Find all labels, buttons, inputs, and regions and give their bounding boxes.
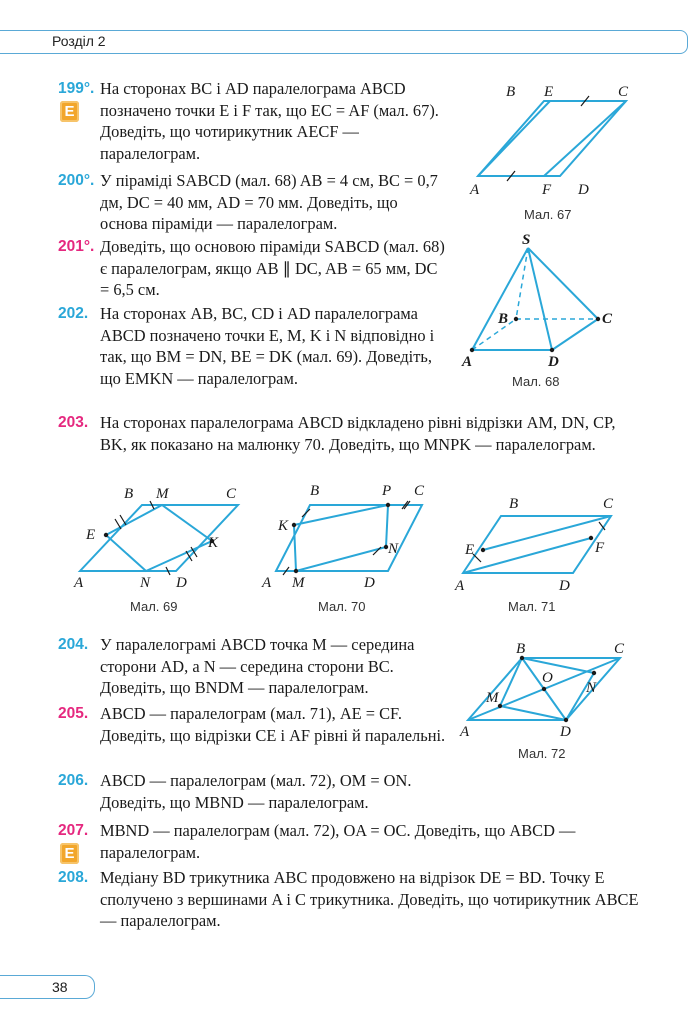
problem-207 [58, 820, 640, 863]
label-N: N [388, 541, 399, 557]
problem-text: MBND — паралелограм (мал. 72), OA = OC. Доведіть, що ABCD — паралелограм. [100, 821, 576, 862]
problem-number: 202. [58, 305, 89, 322]
problem-text: У паралелограмі ABCD точка M — середина сторони AD, а N — середина сторони BC. Доведіть, що BNDM — паралелограм. [100, 635, 415, 698]
section-title: Розділ 2 [52, 33, 106, 49]
caption-71: Мал. 71 [508, 599, 556, 614]
label-D: D [578, 182, 589, 198]
problem-206 [58, 770, 448, 813]
label-A: A [262, 575, 272, 591]
label-M: M [292, 575, 305, 591]
label-E: E [86, 527, 96, 543]
label-F: F [542, 182, 552, 198]
problem-number: 204. [58, 636, 89, 653]
caption-67: Мал. 67 [524, 207, 572, 222]
problem-number: 206. [58, 772, 89, 789]
label-B: B [509, 496, 519, 512]
caption-69: Мал. 69 [130, 599, 178, 614]
figure-70 [258, 483, 448, 593]
problem-number: 208. [58, 869, 89, 886]
problem-205 [58, 703, 448, 746]
label-M: M [486, 690, 499, 706]
label-B: B [498, 311, 509, 327]
label-C: C [414, 483, 425, 499]
caption-72: Мал. 72 [518, 746, 566, 761]
label-C: C [614, 641, 625, 657]
label-A: A [462, 354, 473, 370]
label-A: A [455, 578, 465, 594]
label-B: B [516, 641, 526, 657]
label-N: N [140, 575, 151, 591]
problem-number: 199°. [58, 80, 95, 97]
label-M: M [156, 486, 169, 502]
label-E: E [465, 542, 475, 558]
figure-69 [70, 483, 260, 593]
label-B: B [506, 84, 516, 100]
figure-72 [458, 640, 643, 740]
label-K: K [278, 518, 289, 534]
problem-203 [58, 412, 640, 455]
section-header [0, 30, 688, 54]
label-F: F [595, 540, 605, 556]
label-O: O [542, 670, 553, 686]
label-N: N [586, 680, 597, 696]
problem-number: 203. [58, 414, 89, 431]
figure-68 [460, 232, 660, 372]
problem-text: Доведіть, що основою піраміди SABCD (мал. 68) є паралелограм, якщо AB ∥ DC, AB = 65 мм, DC = 6,5 см. [100, 237, 445, 300]
problem-200 [58, 170, 448, 235]
label-E: E [544, 84, 554, 100]
label-B: B [310, 483, 320, 499]
problem-text: Медіану BD трикутника ABC продовжено на відрізок DE = BD. Точку E сполучено з вершинами A і C трикутника. Доведіть, що чотирикутник ABCE — паралелограм. [100, 868, 639, 931]
e-level-badge: Е [60, 101, 79, 122]
label-D: D [364, 575, 375, 591]
label-C: C [602, 311, 613, 327]
problem-number: 207. [58, 822, 89, 839]
problem-number: 200°. [58, 172, 95, 189]
label-K: K [208, 535, 219, 551]
problem-208 [58, 867, 640, 932]
page-number-tab [0, 975, 95, 999]
label-C: C [618, 84, 629, 100]
page-number: 38 [52, 979, 68, 995]
problem-199 [58, 78, 448, 164]
figure-71 [455, 492, 640, 592]
problem-202 [58, 303, 448, 389]
label-A: A [470, 182, 480, 198]
caption-70: Мал. 70 [318, 599, 366, 614]
problem-text: На сторонах паралелограма ABCD відкладено рівні відрізки AM, DN, CP, BK, як показано на малюнку 70. Доведіть, що MNPK — паралелограм. [100, 413, 616, 454]
label-C: C [226, 486, 237, 502]
label-D: D [176, 575, 187, 591]
label-S: S [522, 232, 531, 248]
problem-text: На сторонах BC і AD паралелограма ABCD позначено точки E і F так, що EC = AF (мал. 67). Доведіть, що чотирикутник AECF — паралелограм. [100, 79, 439, 163]
problem-number: 201°. [58, 238, 95, 255]
problem-text: У піраміді SABCD (мал. 68) AB = 4 см, BC = 0,7 дм, DC = 40 мм, AD = 70 мм. Доведіть, що основа піраміди — паралелограм. [100, 171, 438, 234]
problem-text: ABCD — паралелограм (мал. 72), OM = ON. Доведіть, що MBND — паралелограм. [100, 771, 412, 812]
label-P: P [382, 483, 392, 499]
e-level-badge: Е [60, 843, 79, 864]
problem-number: 205. [58, 705, 89, 722]
caption-68: Мал. 68 [512, 374, 560, 389]
problem-text: На сторонах AB, BC, CD і AD паралелограма ABCD позначено точки E, M, K і N відповідно і так, що BM = DN, BE = DK (мал. 69). Доведіть, що EMKN — паралелограм. [100, 304, 435, 388]
label-D: D [560, 724, 571, 740]
label-B: B [124, 486, 134, 502]
label-D: D [559, 578, 570, 594]
figure-67 [460, 80, 660, 210]
problem-201 [58, 236, 448, 301]
label-A: A [74, 575, 84, 591]
problem-text: ABCD — паралелограм (мал. 71), AE = CF. Доведіть, що відрізки CE і AF рівні й паралельні. [100, 704, 446, 745]
label-A: A [460, 724, 470, 740]
label-C: C [603, 496, 614, 512]
problem-204 [58, 634, 448, 699]
label-D: D [548, 354, 559, 370]
